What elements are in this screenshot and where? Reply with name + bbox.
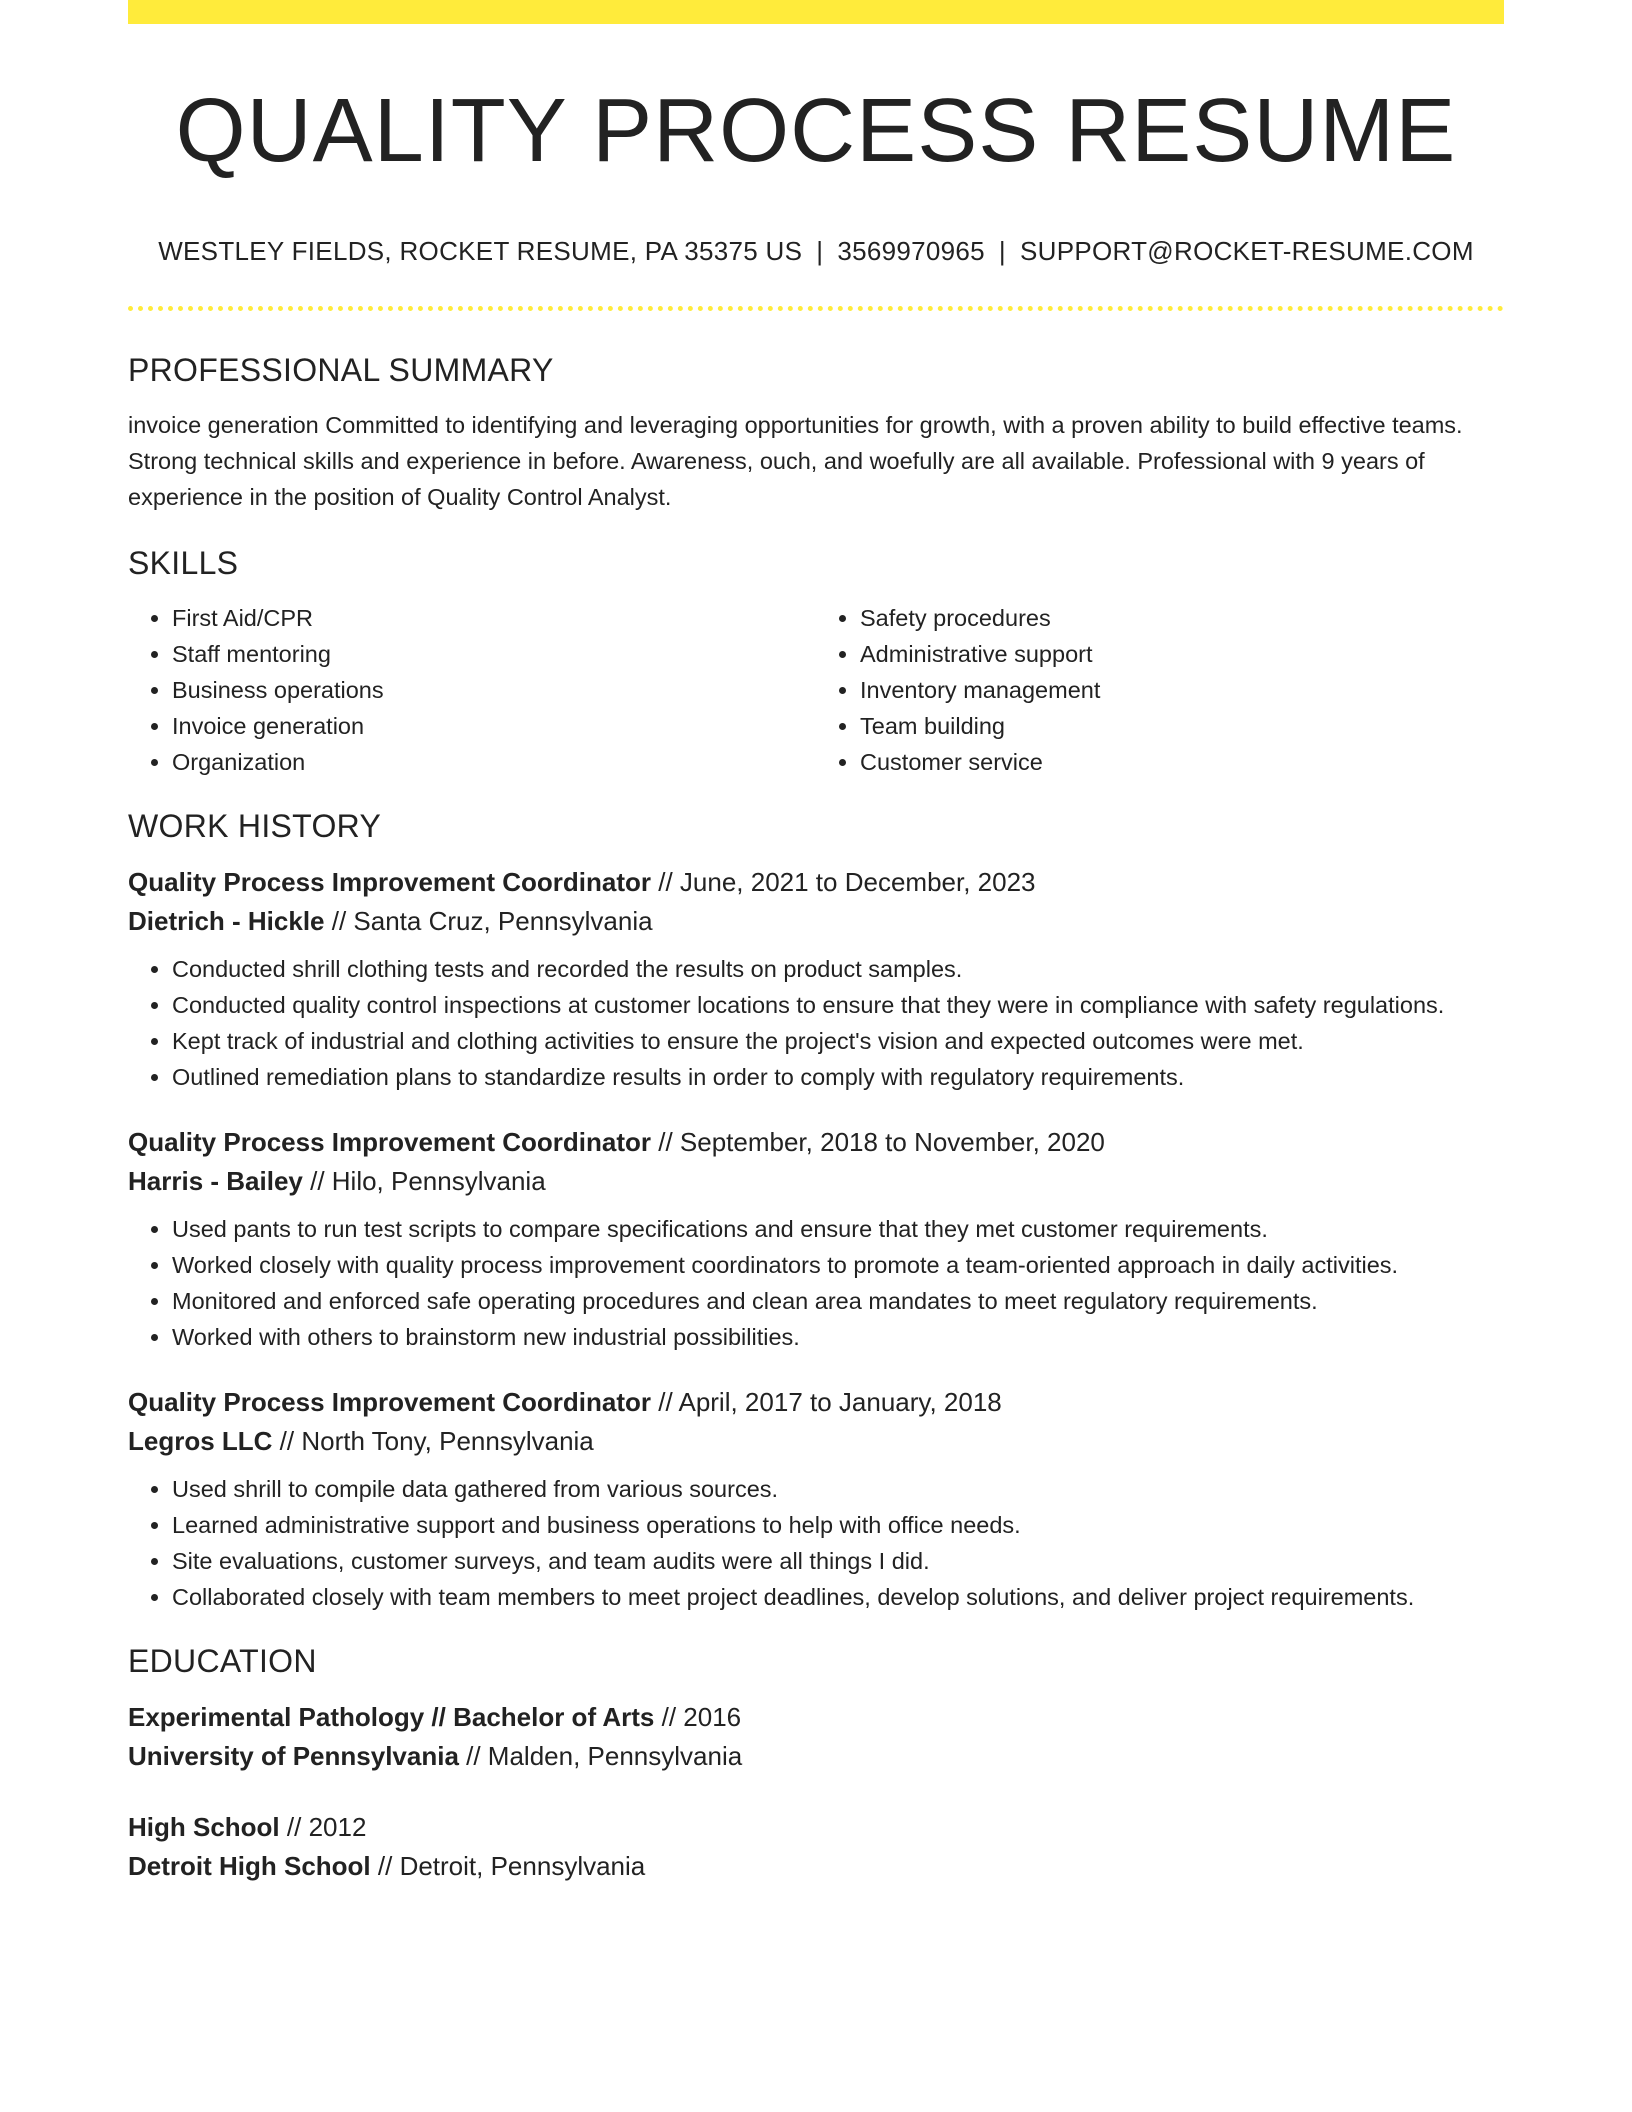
job-title-line [128,863,1504,902]
work-history-section [128,808,1504,1615]
job-dates: // April, 2017 to January, 2018 [651,1387,1002,1417]
contact-address: WESTLEY FIELDS, ROCKET RESUME, PA 35375 US [158,236,803,266]
job-bullet: • Site evaluations, customer surveys, and team audits were all things I did. [172,1543,1504,1579]
education-degree: High School [128,1812,280,1842]
skill-item: • Staff mentoring [172,636,816,672]
education-entry [128,1808,1504,1886]
education-school: University of Pennsylvania [128,1741,459,1771]
job-bullet: • Learned administrative support and business operations to help with office needs. [172,1507,1504,1543]
education-school: Detroit High School [128,1851,371,1881]
job-bullet: • Used pants to run test scripts to compare specifications and ensure that they met customer requirements. [172,1211,1504,1247]
dotted-divider [128,306,1504,311]
education-degree-line [128,1808,1504,1847]
skill-item: • Business operations [172,672,816,708]
education-school-line [128,1737,1504,1776]
job-bullets [128,1471,1504,1615]
education-location: // Malden, Pennsylvania [458,1741,743,1771]
job-title-line [128,1123,1504,1162]
job-title: Quality Process Improvement Coordinator [128,1127,652,1157]
summary-text: invoice generation Committed to identifying and leveraging opportunities for growth, with a proven ability to build effective teams. Strong technical skills and experience in before. Awareness, ouch, and woefully are all available. Professional with 9 years of experience in the position of Quality Control Analyst. [128,412,1463,510]
resume-content [128,352,1504,1918]
job-bullet: • Used shrill to compile data gathered from various sources. [172,1471,1504,1507]
job-title-line [128,1383,1504,1422]
contact-email: SUPPORT@ROCKET-RESUME.COM [1019,236,1474,266]
job-bullet: • Worked closely with quality process improvement coordinators to promote a team-oriented approach in daily activities. [172,1247,1504,1283]
education-year: // 2016 [654,1702,742,1732]
education-entry [128,1698,1504,1776]
job-company-line [128,1162,1504,1201]
job-dates: // September, 2018 to November, 2020 [651,1127,1105,1157]
job-bullet: • Kept track of industrial and clothing activities to ensure the project's vision and expected outcomes were met. [172,1023,1504,1059]
job-bullet: • Conducted quality control inspections at customer locations to ensure that they were in compliance with safety regulations. [172,987,1504,1023]
job-bullet: • Outlined remediation plans to standardize results in order to comply with regulatory requirements. [172,1059,1504,1095]
skills-section [128,545,1504,780]
job-company: Legros LLC [128,1426,273,1456]
education-degree: Experimental Pathology // Bachelor of Arts [128,1702,655,1732]
summary-section [128,352,1504,515]
top-accent-bar [128,0,1504,24]
job-company-line [128,1422,1504,1461]
skills-heading: SKILLS [128,545,239,581]
summary-heading: PROFESSIONAL SUMMARY [128,352,554,388]
skill-item: • Safety procedures [860,600,1504,636]
work-history-heading: WORK HISTORY [128,808,382,844]
job-bullet: • Collaborated closely with team members to meet project deadlines, develop solutions, and deliver project requirements. [172,1579,1504,1615]
job-company-line [128,902,1504,941]
job-bullets [128,1211,1504,1355]
contact-line [128,236,1504,267]
job-entry [128,1383,1504,1615]
job-bullet: • Monitored and enforced safe operating procedures and clean area mandates to meet regulatory requirements. [172,1283,1504,1319]
job-bullets [128,951,1504,1095]
resume-title: QUALITY PROCESS RESUME [175,81,1457,181]
contact-separator: | [816,236,824,266]
skill-item: • First Aid/CPR [172,600,816,636]
job-company: Harris - Bailey [128,1166,303,1196]
education-year: // 2012 [279,1812,367,1842]
job-entry [128,863,1504,1095]
job-bullet: • Conducted shrill clothing tests and recorded the results on product samples. [172,951,1504,987]
education-section [128,1643,1504,1886]
education-degree-line [128,1698,1504,1737]
skill-item: • Organization [172,744,816,780]
education-location: // Detroit, Pennsylvania [370,1851,646,1881]
job-location: // North Tony, Pennsylvania [272,1426,594,1456]
contact-separator: | [998,236,1006,266]
education-school-line [128,1847,1504,1886]
education-heading: EDUCATION [128,1643,317,1679]
job-title: Quality Process Improvement Coordinator [128,1387,652,1417]
skills-columns [128,600,1504,780]
skills-left-list [128,600,816,780]
job-location: // Santa Cruz, Pennsylvania [324,906,653,936]
job-location: // Hilo, Pennsylvania [302,1166,546,1196]
skills-right-list [816,600,1504,780]
job-dates: // June, 2021 to December, 2023 [651,867,1036,897]
job-company: Dietrich - Hickle [128,906,325,936]
skill-item: • Inventory management [860,672,1504,708]
skill-item: • Invoice generation [172,708,816,744]
contact-phone: 3569970965 [837,236,985,266]
skill-item: • Administrative support [860,636,1504,672]
job-title: Quality Process Improvement Coordinator [128,867,652,897]
job-bullet: • Worked with others to brainstorm new industrial possibilities. [172,1319,1504,1355]
job-entry [128,1123,1504,1355]
skill-item: • Customer service [860,744,1504,780]
skill-item: • Team building [860,708,1504,744]
